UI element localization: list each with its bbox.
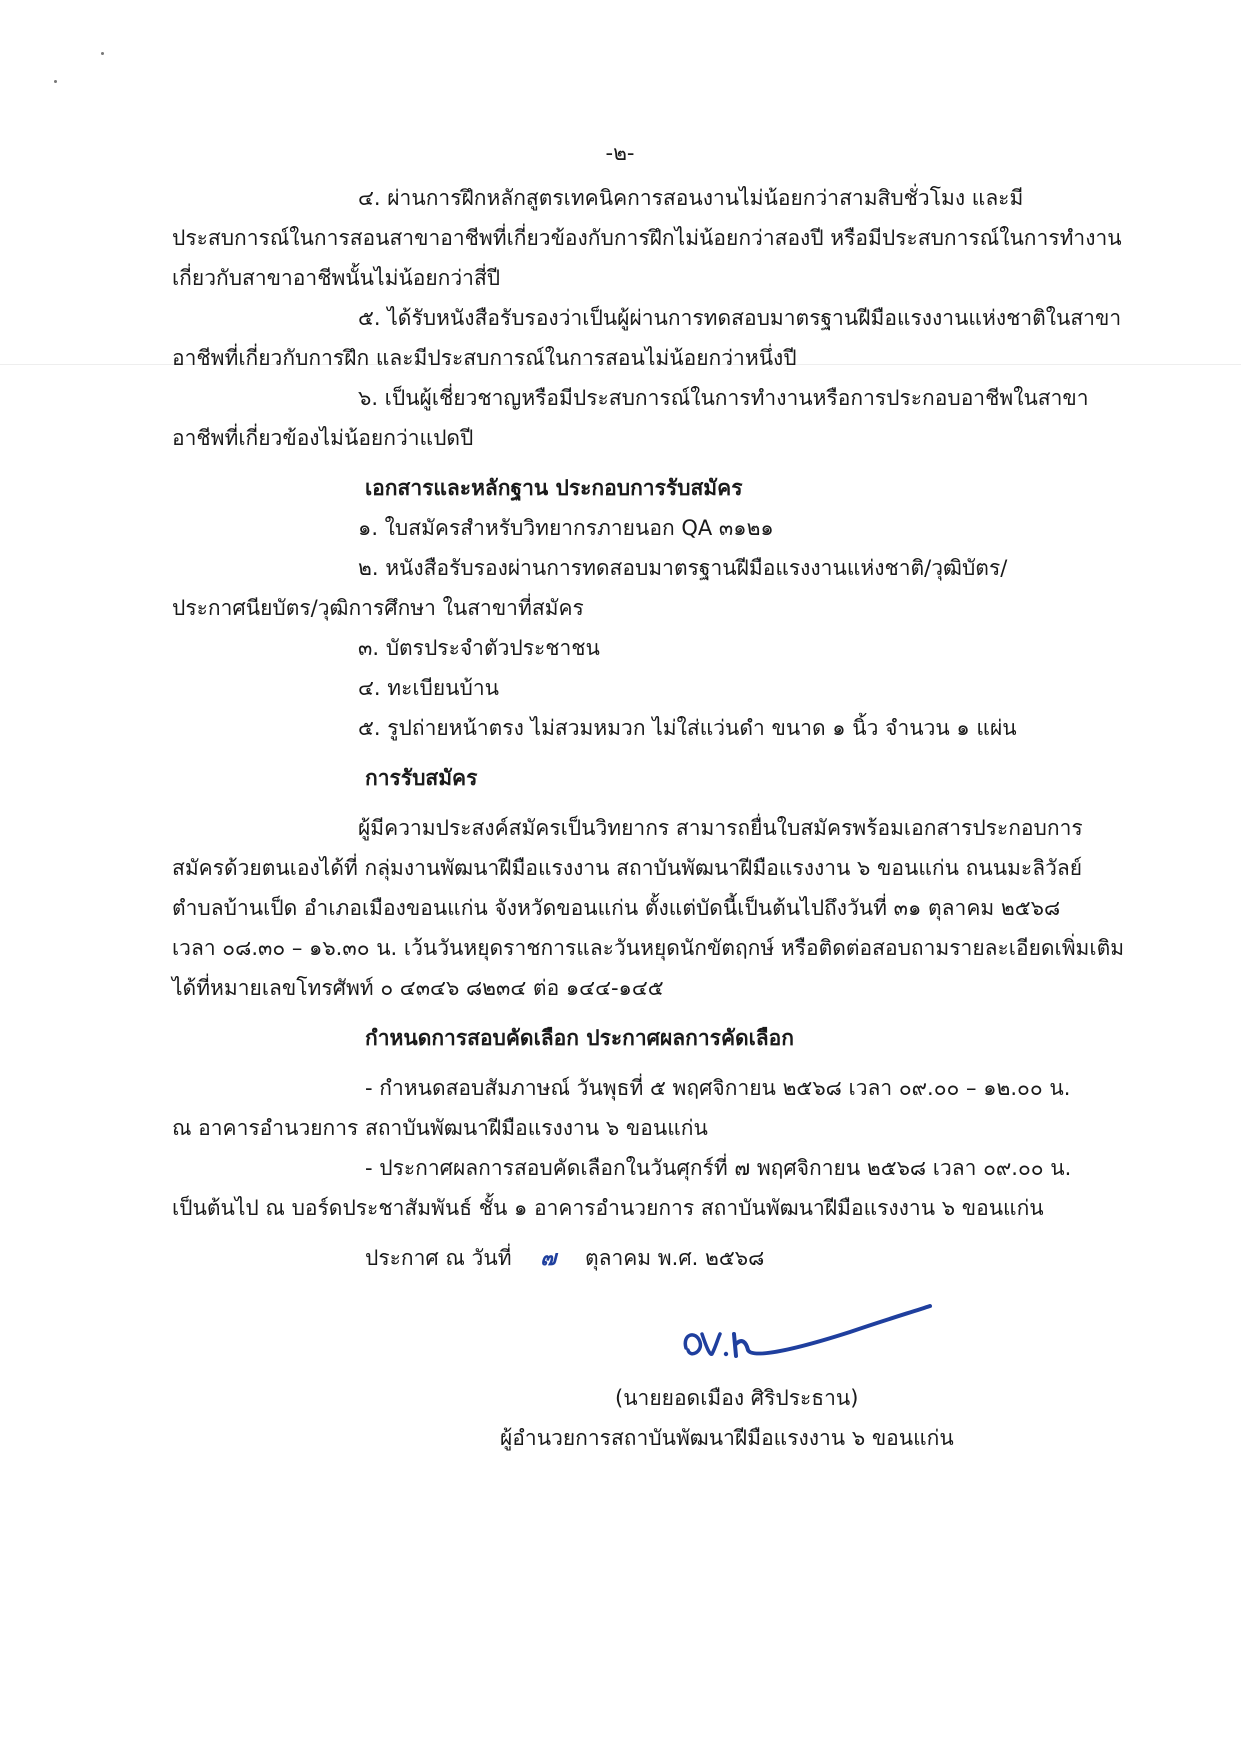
document-item-2-line1: ๒. หนังสือรับรองผ่านการทดสอบมาตรฐานฝีมือแรงงานแห่งชาติ/วุฒิบัตร/ bbox=[358, 556, 1008, 580]
qualification-4-line2: ประสบการณ์ในการสอนสาขาอาชีพที่เกี่ยวข้องกับการฝึกไม่น้อยกว่าสองปี หรือมีประสบการณ์ในการทำงาน bbox=[172, 226, 1122, 250]
selection-item-2-line2: เป็นต้นไป ณ บอร์ดประชาสัมพันธ์ ชั้น ๑ อาคารอำนวยการ สถาบันพัฒนาฝีมือแรงงาน ๖ ขอนแก่น bbox=[172, 1196, 1044, 1220]
documents-heading: เอกสารและหลักฐาน ประกอบการรับสมัคร bbox=[365, 476, 743, 500]
application-line5: ได้ที่หมายเลขโทรศัพท์ ๐ ๔๓๔๖ ๘๒๓๔ ต่อ ๑๔๔-๑๔๕ bbox=[172, 976, 664, 1000]
application-line4: เวลา ๐๘.๓๐ – ๑๖.๓๐ น. เว้นวันหยุดราชการและวันหยุดนักขัตฤกษ์ หรือติดต่อสอบถามรายละเอียดเพิ่มเติม bbox=[172, 936, 1125, 960]
selection-heading: กำหนดการสอบคัดเลือก ประกาศผลการคัดเลือก bbox=[365, 1026, 795, 1050]
document-item-3: ๓. บัตรประจำตัวประชาชน bbox=[358, 636, 600, 660]
document-item-2-line2: ประกาศนียบัตร/วุฒิการศึกษา ในสาขาที่สมัคร bbox=[172, 596, 584, 620]
application-line3: ตำบลบ้านเป็ด อำเภอเมืองขอนแก่น จังหวัดขอนแก่น ตั้งแต่บัดนี้เป็นต้นไปถึงวันที่ ๓๑ ตุลาคม ๒๕๖๘ bbox=[172, 896, 1061, 920]
application-line1: ผู้มีความประสงค์สมัครเป็นวิทยากร สามารถยื่นใบสมัครพร้อมเอกสารประกอบการ bbox=[358, 816, 1083, 840]
document-item-4: ๔. ทะเบียนบ้าน bbox=[358, 676, 500, 700]
announcement-prefix: ประกาศ ณ วันที่ bbox=[365, 1246, 512, 1270]
scan-speck bbox=[101, 52, 104, 55]
qualification-4-line1: ๔. ผ่านการฝึกหลักสูตรเทคนิคการสอนงานไม่น้อยกว่าสามสิบชั่วโมง และมี bbox=[358, 186, 1024, 210]
document-item-1: ๑. ใบสมัครสำหรับวิทยากรภายนอก QA ๓๑๒๑ bbox=[358, 516, 774, 540]
application-heading: การรับสมัคร bbox=[365, 766, 478, 790]
announcement-day: ๗ bbox=[540, 1246, 557, 1270]
qualification-5-line2: อาชีพที่เกี่ยวกับการฝึก และมีประสบการณ์ในการสอนไม่น้อยกว่าหนึ่งปี bbox=[172, 346, 797, 370]
application-line2: สมัครด้วยตนเองได้ที่ กลุ่มงานพัฒนาฝีมือแรงงาน สถาบันพัฒนาฝีมือแรงงาน ๖ ขอนแก่น ถนนมะลิวัลย์ bbox=[172, 856, 1083, 880]
signatory-position: ผู้อำนวยการสถาบันพัฒนาฝีมือแรงงาน ๖ ขอนแก่น bbox=[500, 1426, 954, 1450]
selection-item-1-line2: ณ อาคารอำนวยการ สถาบันพัฒนาฝีมือแรงงาน ๖ ขอนแก่น bbox=[172, 1116, 708, 1140]
selection-item-2-line1: - ประกาศผลการสอบคัดเลือกในวันศุกร์ที่ ๗ พฤศจิกายน ๒๕๖๘ เวลา ๐๙.๐๐ น. bbox=[365, 1156, 1072, 1180]
page-number: -๒- bbox=[605, 141, 635, 165]
signatory-name: (นายยอดเมือง ศิริประธาน) bbox=[615, 1386, 859, 1410]
qualification-6-line1: ๖. เป็นผู้เชี่ยวชาญหรือมีประสบการณ์ในการทำงานหรือการประกอบอาชีพในสาขา bbox=[358, 386, 1089, 410]
announcement-date bbox=[365, 1243, 764, 1273]
qualification-6-line2: อาชีพที่เกี่ยวข้องไม่น้อยกว่าแปดปี bbox=[172, 426, 474, 450]
qualification-4-line3: เกี่ยวกับสาขาอาชีพนั้นไม่น้อยกว่าสี่ปี bbox=[172, 266, 501, 290]
scan-speck bbox=[54, 80, 57, 83]
document-item-5: ๕. รูปถ่ายหน้าตรง ไม่สวมหมวก ไม่ใส่แว่นดำ ขนาด ๑ นิ้ว จำนวน ๑ แผ่น bbox=[358, 716, 1017, 740]
handwritten-signature bbox=[680, 1290, 940, 1380]
qualification-5-line1: ๕. ได้รับหนังสือรับรองว่าเป็นผู้ผ่านการทดสอบมาตรฐานฝีมือแรงงานแห่งชาติในสาขา bbox=[358, 306, 1122, 330]
announcement-suffix: ตุลาคม พ.ศ. ๒๕๖๘ bbox=[584, 1246, 765, 1270]
selection-item-1-line1: - กำหนดสอบสัมภาษณ์ วันพุธที่ ๕ พฤศจิกายน ๒๕๖๘ เวลา ๐๙.๐๐ – ๑๒.๐๐ น. bbox=[365, 1076, 1071, 1100]
